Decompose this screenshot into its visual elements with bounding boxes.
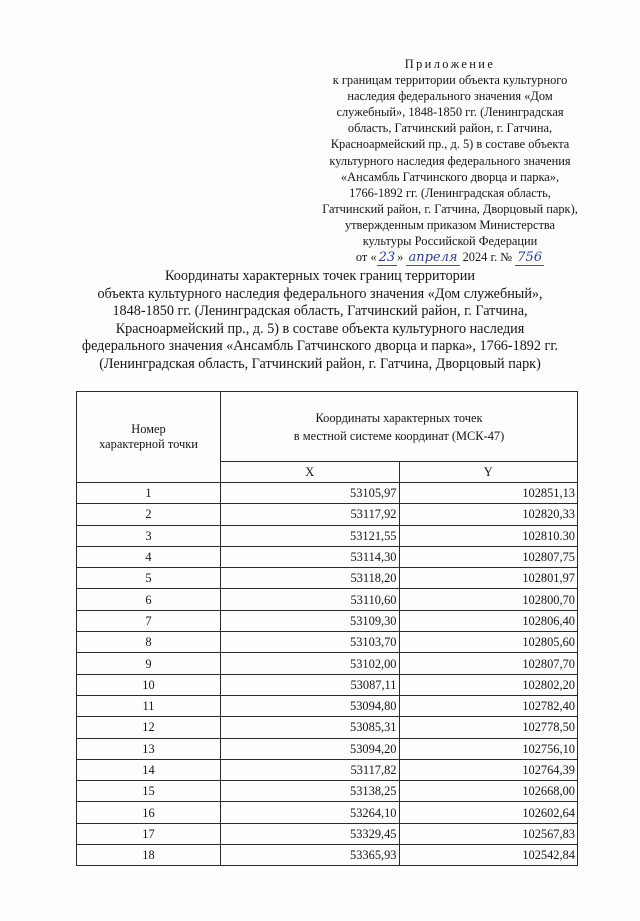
- order-month-handwritten: апреля: [408, 250, 458, 266]
- appendix-line: «Ансамбль Гатчинского дворца и парка»,: [340, 169, 560, 184]
- y-coordinate-cell: 102756,10: [399, 738, 578, 759]
- point-number-cell: 3: [77, 525, 221, 546]
- coordinates-table: [76, 391, 578, 866]
- table-row: [77, 674, 578, 695]
- table-row: [77, 568, 578, 589]
- y-coordinate-cell: 102801,97: [399, 568, 578, 589]
- table-row: [77, 525, 578, 546]
- x-coordinate-cell: 53102,00: [221, 653, 400, 674]
- order-reference: [300, 249, 600, 266]
- point-number-cell: 18: [77, 845, 221, 866]
- header-point-number-line: Номер: [131, 422, 166, 436]
- point-number-cell: 6: [77, 589, 221, 610]
- y-coordinate-cell: 102782,40: [399, 695, 578, 716]
- x-coordinate-cell: 53117,82: [221, 759, 400, 780]
- order-mid: »: [397, 250, 407, 265]
- appendix-line: культурного наследия федерального значения: [329, 153, 571, 168]
- x-coordinate-cell: 53094,20: [221, 738, 400, 759]
- x-coordinate-cell: 53121,55: [221, 525, 400, 546]
- header-point-number: [77, 392, 221, 483]
- x-coordinate-cell: 53103,70: [221, 632, 400, 653]
- table-row: [77, 802, 578, 823]
- table-row: [77, 504, 578, 525]
- x-coordinate-cell: 53110,60: [221, 589, 400, 610]
- y-coordinate-cell: 102668,00: [399, 781, 578, 802]
- point-number-cell: 8: [77, 632, 221, 653]
- heading-line: 1848-1850 гг. (Ленинградская область, Гатчинский район, г. Гатчина,: [112, 303, 528, 320]
- appendix-line: культуры Российской Федерации: [362, 234, 538, 249]
- x-coordinate-cell: 53264,10: [221, 802, 400, 823]
- point-number-cell: 14: [77, 759, 221, 780]
- x-coordinate-cell: 53329,45: [221, 823, 400, 844]
- point-number-cell: 13: [77, 738, 221, 759]
- appendix-line: к границам территории объекта культурного: [332, 73, 568, 88]
- point-number-cell: 7: [77, 610, 221, 631]
- point-number-cell: 4: [77, 546, 221, 567]
- table-row: [77, 589, 578, 610]
- table-row: [77, 653, 578, 674]
- coordinates-table-body: [77, 483, 578, 866]
- x-coordinate-cell: 53109,30: [221, 610, 400, 631]
- table-row: [77, 632, 578, 653]
- table-row: [77, 610, 578, 631]
- x-coordinate-cell: 53365,93: [221, 845, 400, 866]
- order-prefix: от «: [355, 250, 377, 265]
- table-row: [77, 759, 578, 780]
- order-number-handwritten: 756: [517, 250, 543, 266]
- point-number-cell: 2: [77, 504, 221, 525]
- appendix-line: Гатчинский район, г. Гатчина, Дворцовый парк),: [322, 201, 578, 216]
- heading-line: Красноармейский пр., д. 5) в составе объекта культурного наследия: [115, 320, 525, 337]
- table-row: [77, 695, 578, 716]
- header-coordinates-line: в местной системе координат (МСК-47): [293, 428, 505, 443]
- appendix-line: Красноармейский пр., д. 5) в составе объекта: [330, 137, 570, 152]
- x-coordinate-cell: 53138,25: [221, 781, 400, 802]
- appendix-line: утвержденным приказом Министерства: [344, 217, 556, 232]
- header-x: X: [221, 462, 400, 483]
- heading-line: объекта культурного наследия федерального значения «Дом служебный»,: [97, 285, 543, 302]
- order-year: 2024 г. №: [459, 250, 516, 265]
- appendix-line: область, Гатчинский район, г. Гатчина,: [347, 121, 553, 136]
- point-number-cell: 1: [77, 483, 221, 504]
- point-number-cell: 17: [77, 823, 221, 844]
- x-coordinate-cell: 53105,97: [221, 483, 400, 504]
- point-number-cell: 12: [77, 717, 221, 738]
- x-coordinate-cell: 53094,80: [221, 695, 400, 716]
- y-coordinate-cell: 102802,20: [399, 674, 578, 695]
- x-coordinate-cell: 53085,31: [221, 717, 400, 738]
- y-coordinate-cell: 102805,60: [399, 632, 578, 653]
- point-number-cell: 5: [77, 568, 221, 589]
- y-coordinate-cell: 102851,13: [399, 483, 578, 504]
- header-coordinates-line: Координаты характерных точек: [315, 410, 483, 425]
- appendix-line: 1766-1892 гг. (Ленинградская область,: [349, 185, 551, 200]
- y-coordinate-cell: 102810.30: [399, 525, 578, 546]
- point-number-cell: 15: [77, 781, 221, 802]
- table-row: [77, 845, 578, 866]
- x-coordinate-cell: 53114,30: [221, 546, 400, 567]
- table-row: [77, 738, 578, 759]
- y-coordinate-cell: 102807,75: [399, 546, 578, 567]
- heading-line: федерального значения «Ансамбль Гатчинского дворца и парка», 1766-1892 гг.: [81, 338, 559, 355]
- heading-line: Координаты характерных точек границ территории: [165, 268, 475, 284]
- y-coordinate-cell: 102806,40: [399, 610, 578, 631]
- point-number-cell: 11: [77, 695, 221, 716]
- y-coordinate-cell: 102800,70: [399, 589, 578, 610]
- y-coordinate-cell: 102567,83: [399, 823, 578, 844]
- document-heading: [30, 268, 610, 374]
- table-row: [77, 717, 578, 738]
- point-number-cell: 16: [77, 802, 221, 823]
- table-row: [77, 483, 578, 504]
- appendix-title: Приложение: [404, 57, 496, 71]
- order-day-handwritten: 23: [378, 250, 396, 266]
- y-coordinate-cell: 102807,70: [399, 653, 578, 674]
- x-coordinate-cell: 53087,11: [221, 674, 400, 695]
- y-coordinate-cell: 102602,64: [399, 802, 578, 823]
- y-coordinate-cell: 102764,39: [399, 759, 578, 780]
- x-coordinate-cell: 53118,20: [221, 568, 400, 589]
- x-coordinate-cell: 53117,92: [221, 504, 400, 525]
- y-coordinate-cell: 102542,84: [399, 845, 578, 866]
- appendix-line: служебный», 1848-1850 гг. (Ленинградская: [336, 105, 564, 120]
- y-coordinate-cell: 102820,33: [399, 504, 578, 525]
- y-coordinate-cell: 102778,50: [399, 717, 578, 738]
- point-number-cell: 10: [77, 674, 221, 695]
- appendix-block: [300, 56, 600, 266]
- point-number-cell: 9: [77, 653, 221, 674]
- header-y: Y: [399, 462, 578, 483]
- appendix-line: наследия федерального значения «Дом: [347, 89, 553, 104]
- table-row: [77, 781, 578, 802]
- heading-line: (Ленинградская область, Гатчинский район, г. Гатчина, Дворцовый парк): [99, 355, 541, 372]
- header-point-number-line: характерной точки: [99, 437, 198, 451]
- table-row: [77, 823, 578, 844]
- header-coordinates: [221, 392, 578, 462]
- table-row: [77, 546, 578, 567]
